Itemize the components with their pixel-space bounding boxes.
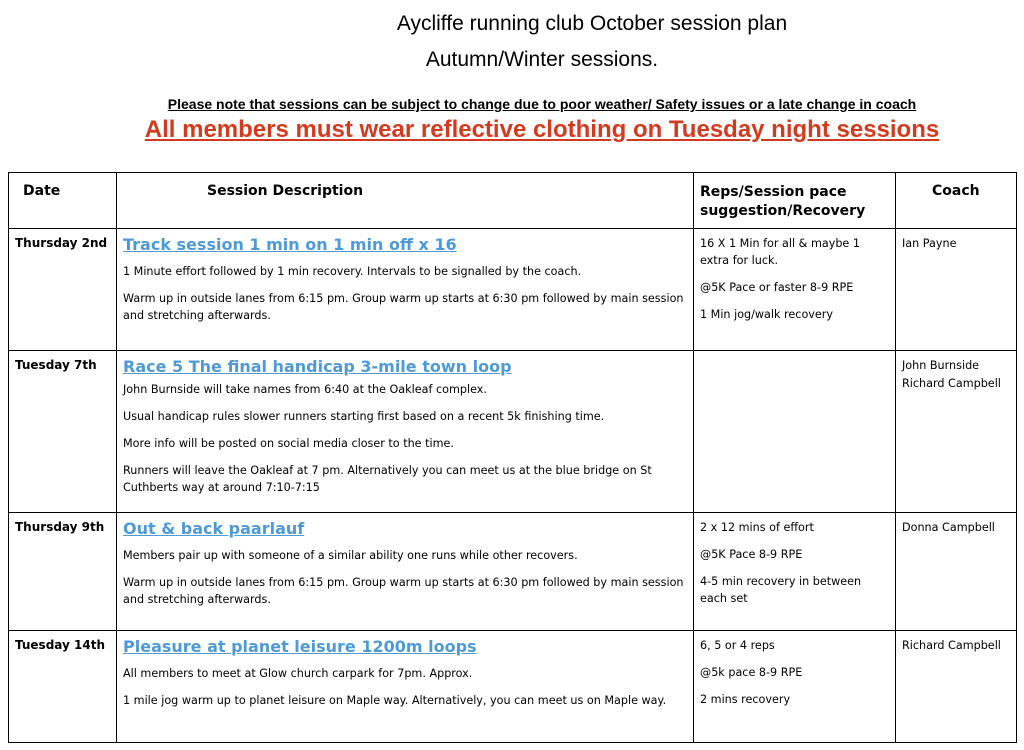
recovery-line: 2 mins recovery <box>700 693 791 706</box>
description-paragraph: Warm up in outside lanes from 6:15 pm. Group warm up starts at 6:30 pm followed by main session and stretching afterwards. <box>123 576 684 606</box>
description-paragraph: John Burnside will take names from 6:40 at the Oakleaf complex. <box>123 383 487 396</box>
session-description <box>117 229 694 351</box>
table-row <box>9 513 1017 631</box>
session-coach <box>896 513 1017 631</box>
notice-text: Please note that sessions can be subject to change due to poor weather/ Safety issues or a late change in coach <box>167 96 917 112</box>
session-date: Tuesday 7th <box>9 351 117 513</box>
column-header-date: Date <box>9 173 117 229</box>
session-coach <box>896 229 1017 351</box>
session-table <box>8 172 1017 743</box>
session-date: Thursday 9th <box>9 513 117 631</box>
session-reps <box>694 513 896 631</box>
pace-line: @5k pace 8-9 RPE <box>700 666 803 679</box>
table-row <box>9 351 1017 513</box>
column-header-coach: Coach <box>896 173 1017 229</box>
column-header-reps: Reps/Session pace suggestion/Recovery <box>694 173 896 229</box>
session-title-link[interactable]: Track session 1 min on 1 min off x 16 <box>123 235 457 254</box>
session-date: Tuesday 14th <box>9 631 117 743</box>
reps-line: 16 X 1 Min for all & maybe 1 extra for luck. <box>700 237 860 267</box>
session-reps <box>694 351 896 513</box>
pace-line: @5K Pace or faster 8-9 RPE <box>700 281 854 294</box>
description-paragraph: Warm up in outside lanes from 6:15 pm. Group warm up starts at 6:30 pm followed by main session and stretching afterwards. <box>123 292 684 322</box>
session-description <box>117 513 694 631</box>
recovery-line: 1 Min jog/walk recovery <box>700 308 834 321</box>
pace-line: @5K Pace 8-9 RPE <box>700 548 803 561</box>
session-title-link[interactable]: Out & back paarlauf <box>123 519 305 538</box>
coach-name: John Burnside <box>902 359 980 372</box>
coach-name: Richard Campbell <box>902 377 1001 390</box>
description-paragraph: More info will be posted on social media closer to the time. <box>123 437 454 450</box>
description-paragraph: 1 mile jog warm up to planet leisure on Maple way. Alternatively, you can meet us on Maple way. <box>123 694 667 707</box>
session-coach <box>896 631 1017 743</box>
warning-text: All members must wear reflective clothing on Tuesday night sessions <box>144 116 940 143</box>
table-row <box>9 229 1017 351</box>
description-paragraph: Usual handicap rules slower runners starting first based on a recent 5k finishing time. <box>123 410 605 423</box>
description-paragraph: Runners will leave the Oakleaf at 7 pm. Alternatively you can meet us at the blue bridge on St Cuthberts way at around 7:10-7:15 <box>123 464 652 494</box>
reps-line: 6, 5 or 4 reps <box>700 639 775 652</box>
page-subtitle: Autumn/Winter sessions. <box>425 48 659 71</box>
session-coach <box>896 351 1017 513</box>
coach-name: Donna Campbell <box>902 521 995 534</box>
description-paragraph: All members to meet at Glow church carpark for 7pm. Approx. <box>123 667 473 680</box>
session-reps <box>694 631 896 743</box>
description-paragraph: 1 Minute effort followed by 1 min recovery. Intervals to be signalled by the coach. <box>123 265 582 278</box>
session-description <box>117 631 694 743</box>
table-row <box>9 631 1017 743</box>
session-reps <box>694 229 896 351</box>
coach-name: Ian Payne <box>902 237 957 250</box>
session-date: Thursday 2nd <box>9 229 117 351</box>
page-title: Aycliffe running club October session plan <box>396 12 788 35</box>
coach-name: Richard Campbell <box>902 639 1001 652</box>
session-title-link[interactable]: Pleasure at planet leisure 1200m loops <box>123 637 477 656</box>
session-title-link[interactable]: Race 5 The final handicap 3-mile town loop <box>123 357 512 376</box>
session-description <box>117 351 694 513</box>
description-paragraph: Members pair up with someone of a similar ability one runs while other recovers. <box>123 549 578 562</box>
reps-line: 2 x 12 mins of effort <box>700 521 814 534</box>
table-header-row <box>9 173 1017 229</box>
recovery-line: 4-5 min recovery in between each set <box>700 575 862 605</box>
column-header-description: Session Description <box>117 173 694 229</box>
